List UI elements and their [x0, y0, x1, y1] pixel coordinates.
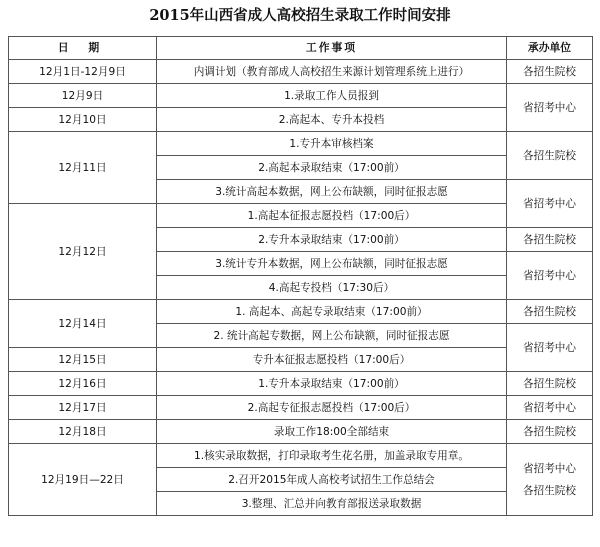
task-cell: 1.专升本录取结束（17:00前）: [157, 372, 507, 396]
org-cell: 省招考中心: [507, 252, 593, 300]
task-cell: 2.高起本录取结束（17:00前）: [157, 156, 507, 180]
date-cell: 12月14日: [9, 300, 157, 348]
org-cell: 各招生院校: [507, 300, 593, 324]
org-cell: 省招考中心: [507, 84, 593, 132]
date-cell: 12月15日: [9, 348, 157, 372]
task-cell: 1.录取工作人员报到: [157, 84, 507, 108]
task-cell: 3.统计专升本数据，网上公布缺额，同时征报志愿: [157, 252, 507, 276]
date-cell: 12月18日: [9, 420, 157, 444]
table-row: [9, 396, 593, 420]
date-cell: 12月9日: [9, 84, 157, 108]
task-cell: 3.整理、汇总并向教育部报送录取数据: [157, 492, 507, 516]
org-line: 省招考中心: [523, 462, 576, 475]
table-row: [9, 300, 593, 324]
org-cell: 各招生院校: [507, 228, 593, 252]
org-line: 各招生院校: [523, 484, 576, 497]
task-cell: 3.统计高起本数据，网上公布缺额，同时征报志愿: [157, 180, 507, 204]
org-cell: 省招考中心: [507, 324, 593, 372]
table-row: [9, 372, 593, 396]
date-cell: 12月16日: [9, 372, 157, 396]
date-cell: 12月11日: [9, 132, 157, 204]
table-header-row: [9, 37, 593, 60]
table-row: [9, 108, 593, 132]
date-cell: 12月10日: [9, 108, 157, 132]
task-cell: 2.召开2015年成人高校考试招生工作总结会: [157, 468, 507, 492]
task-cell: 1. 高起本、高起专录取结束（17:00前）: [157, 300, 507, 324]
date-cell: 12月12日: [9, 204, 157, 300]
task-cell: 录取工作18:00全部结束: [157, 420, 507, 444]
task-cell: 内调计划（教育部成人高校招生来源计划管理系统上进行）: [157, 60, 507, 84]
org-cell: 省招考中心: [507, 396, 593, 420]
task-cell: 2.专升本录取结束（17:00前）: [157, 228, 507, 252]
table-row: [9, 204, 593, 228]
table-row: [9, 348, 593, 372]
schedule-table: [8, 36, 593, 516]
header-task: 工作事项: [157, 37, 507, 60]
org-cell: 省招考中心: [507, 180, 593, 228]
page-title: 2015年山西省成人高校招生录取工作时间安排: [149, 7, 451, 24]
org-cell: 各招生院校: [507, 372, 593, 396]
task-cell: 4.高起专投档（17:30后）: [157, 276, 507, 300]
table-row: [9, 60, 593, 84]
table-row: [9, 420, 593, 444]
org-cell: 各招生院校: [507, 60, 593, 84]
task-cell: 2.高起专征报志愿投档（17:00后）: [157, 396, 507, 420]
org-cell: 各招生院校: [507, 132, 593, 180]
task-cell: 1.核实录取数据，打印录取考生花名册，加盖录取专用章。: [157, 444, 507, 468]
task-cell: 2. 统计高起专数据，网上公布缺额，同时征报志愿: [157, 324, 507, 348]
table-row: [9, 84, 593, 108]
org-cell: 各招生院校: [507, 420, 593, 444]
task-cell: 专升本征报志愿投档（17:00后）: [157, 348, 507, 372]
table-row: [9, 444, 593, 468]
task-cell: 2.高起本、专升本投档: [157, 108, 507, 132]
date-cell: 12月1日-12月9日: [9, 60, 157, 84]
date-cell: 12月19日—22日: [9, 444, 157, 516]
task-cell: 1.专升本审核档案: [157, 132, 507, 156]
task-cell: 1.高起本征报志愿投档（17:00后）: [157, 204, 507, 228]
date-cell: 12月17日: [9, 396, 157, 420]
org-cell: [507, 444, 593, 516]
header-date: 日 期: [9, 37, 157, 60]
header-org: 承办单位: [507, 37, 593, 60]
table-row: [9, 132, 593, 156]
